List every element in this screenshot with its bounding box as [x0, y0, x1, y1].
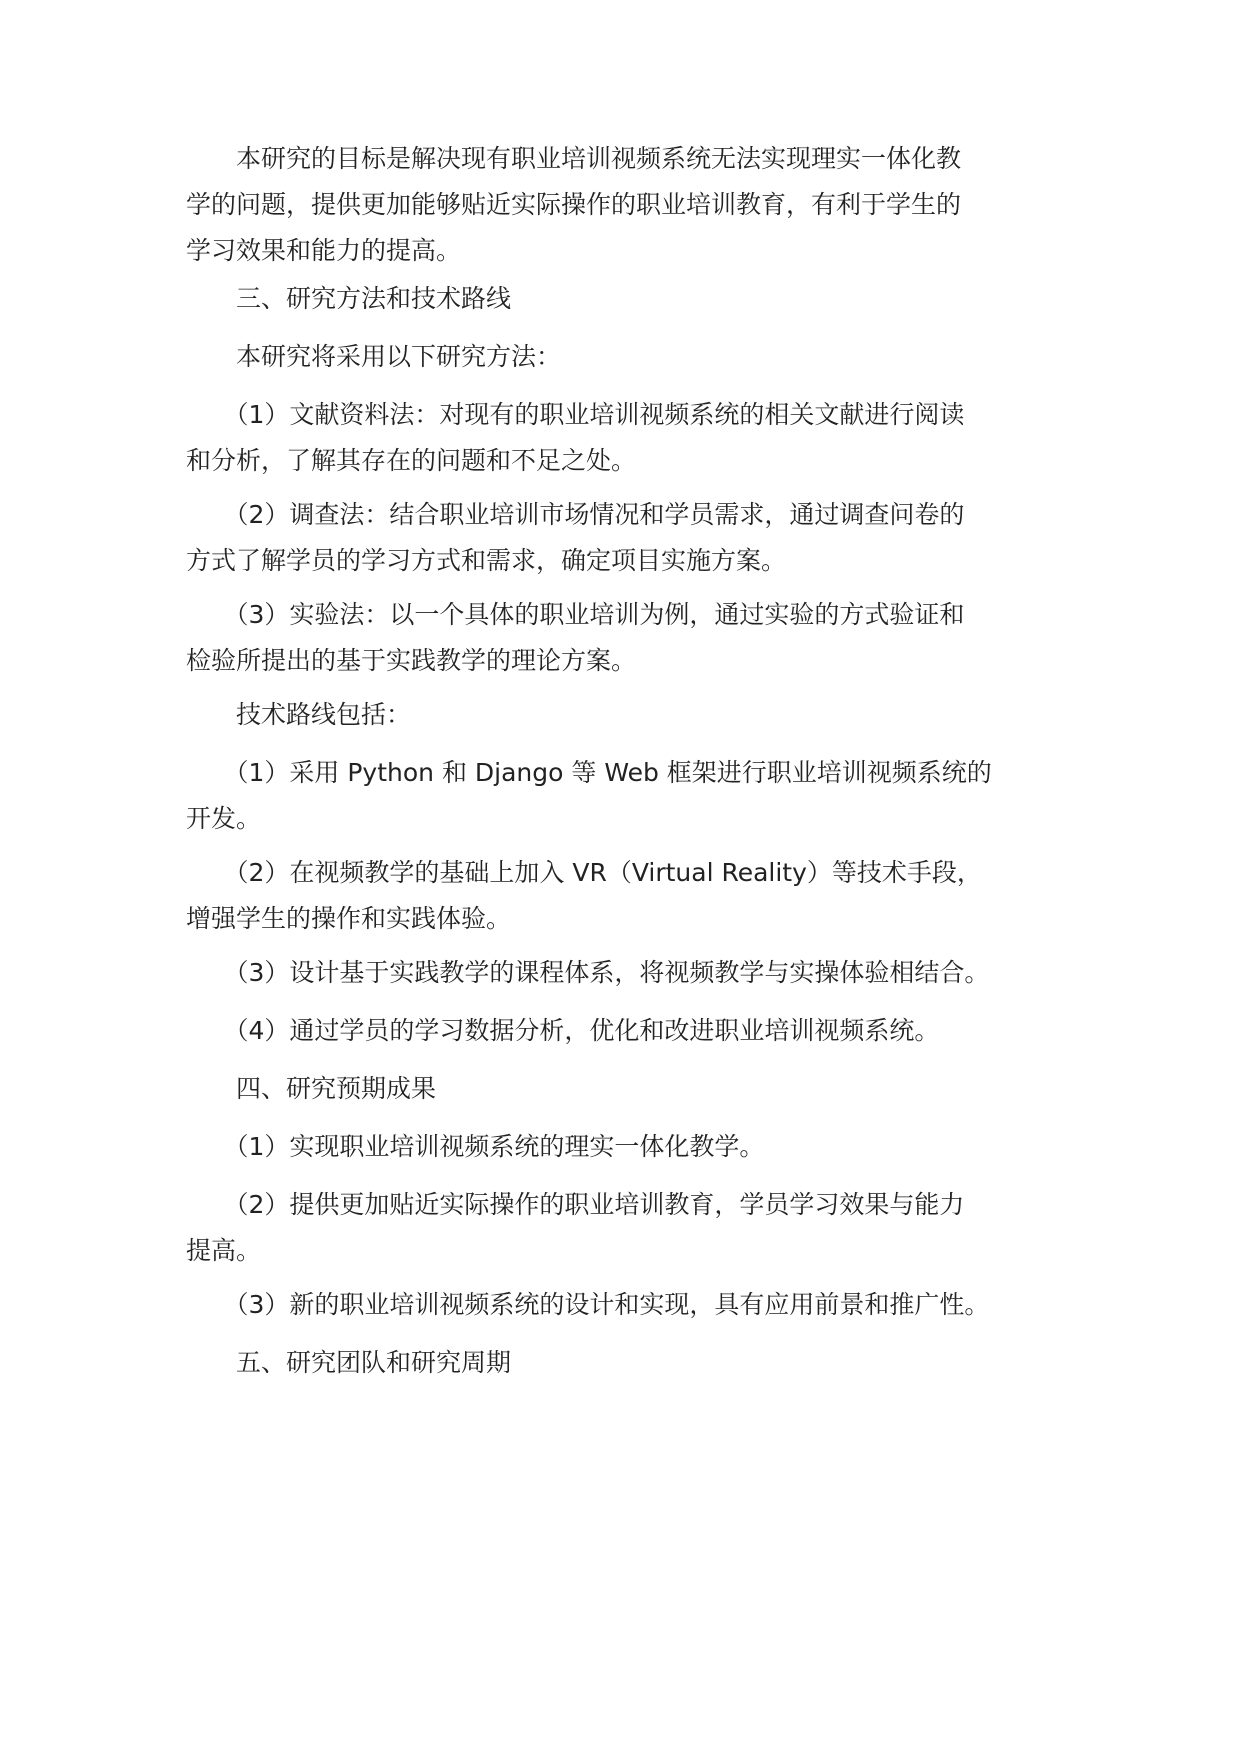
list-item-method-literature: （1）文献资料法：对现有的职业培训视频系统的相关文献进行阅读 和分析，了解其存在的问题和不足之处。	[186, 400, 965, 475]
list-item-method-experiment: （3）实验法：以一个具体的职业培训为例，通过实验的方式验证和 检验所提出的基于实践教学的理论方案。	[186, 600, 965, 675]
list-item-result-new-system: （3）新的职业培训视频系统的设计和实现，具有应用前景和推广性。	[186, 1290, 990, 1319]
list-item-route-data-analysis: （4）通过学员的学习数据分析，优化和改进职业培训视频系统。	[186, 1016, 940, 1045]
heading-expected-results: 四、研究预期成果	[186, 1074, 437, 1103]
list-item-route-python-django: （1）采用 Python 和 Django 等 Web 框架进行职业培训视频系统的 开发。	[186, 758, 992, 833]
list-item-route-vr: （2）在视频教学的基础上加入 VR（Virtual Reality）等技术手段， 增强学生的操作和实践体验。	[186, 858, 982, 933]
paragraph-research-goal: 本研究的目标是解决现有职业培训视频系统无法实现理实一体化教 学的问题，提供更加能够贴近实际操作的职业培训教育，有利于学生的 学习效果和能力的提高。	[186, 144, 962, 265]
paragraph-methods-intro: 本研究将采用以下研究方法：	[186, 342, 562, 371]
paragraph-route-intro: 技术路线包括：	[186, 700, 412, 729]
list-item-result-education: （2）提供更加贴近实际操作的职业培训教育，学员学习效果与能力 提高。	[186, 1190, 965, 1265]
list-item-result-integration: （1）实现职业培训视频系统的理实一体化教学。	[186, 1132, 765, 1161]
list-item-method-survey: （2）调查法：结合职业培训市场情况和学员需求，通过调查问卷的 方式了解学员的学习方式和需求，确定项目实施方案。	[186, 500, 965, 575]
heading-team-and-period: 五、研究团队和研究周期	[186, 1348, 512, 1377]
heading-methods-and-route: 三、研究方法和技术路线	[186, 284, 512, 313]
list-item-route-curriculum: （3）设计基于实践教学的课程体系，将视频教学与实操体验相结合。	[186, 958, 990, 987]
